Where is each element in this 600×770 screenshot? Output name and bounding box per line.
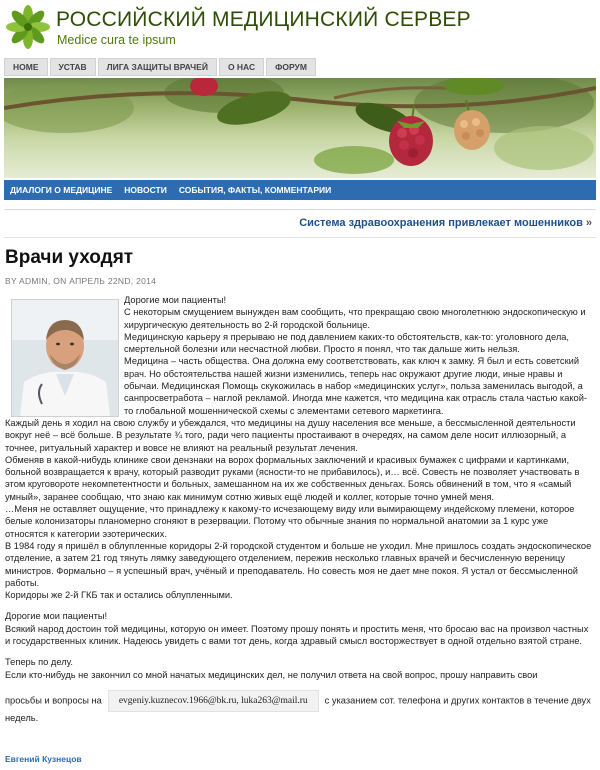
site-header	[0, 0, 600, 58]
paragraph: Дорогие мои пациенты!	[124, 295, 227, 305]
header-banner-image	[4, 78, 596, 178]
nav-tab-doctors-league[interactable]: ЛИГА ЗАЩИТЫ ВРАЧЕЙ	[98, 58, 217, 76]
cat-dialogues[interactable]: ДИАЛОГИ О МЕДИЦИНЕ	[10, 185, 113, 195]
post-content	[5, 294, 593, 725]
paragraph: Медицина – часть общества. Она должна ему соответствовать, как ключ к замку. Я был и есть советский врач. Но обстоятельства нашей жизни изменились, теперь нас окружают другие люди, иные нравы и обычаи. Медицинская Помощь скукожилась в набор «медицинских услуг», польза заменилась выгодой, а санпросветработа – наглой рекламой. Иногда мне кажется, что медицина как отрасль стала частью какой-то глобальной мошеннической схемы с элементами сетевого маркетинга.	[124, 356, 587, 416]
author-signature[interactable]: Евгений Кузнецов	[5, 754, 82, 764]
post-meta: BY ADMIN, ON АПРЕЛЬ 22ND, 2014	[5, 276, 157, 286]
email-addresses[interactable]: evgeniy.kuznecov.1966@bk.ru, luka263@mail.ru	[108, 690, 319, 712]
paragraph: Обменяв в какой-нибудь клинике свои дензнаки на ворох формальных заключений и красивых бумажек с цифрами и картинками, больной возвращается к врачу, который разводит руками (ясности-то не прибавилось), и… всё. Совесть не позволяет участвовать в этом круговороте некомпетентности и больных, замешанном на их же собственных деньгах. Боясь обвинений в том, что я «самый умный», заранее сообщаю, что знаю как минимум сотню живых ещё людей и коллег, которые точно умней меня.	[5, 454, 580, 502]
site-tagline: Medice cura te ipsum	[57, 33, 176, 47]
paragraph: Дорогие мои пациенты!	[5, 611, 108, 622]
site-logo[interactable]	[6, 5, 50, 49]
paragraph: Медицинскую карьеру я прерываю не под давлением каких-то обстоятельств, как-то: уголовного дела, смертельной болезни или несчастной любви. Просто я понял, что так дальше жить нельзя.	[124, 331, 570, 355]
cat-events[interactable]: СОБЫТИЯ, ФАКТЫ, КОММЕНТАРИИ	[178, 185, 332, 195]
contact-text-post: с указанием сот. телефона и других контактов в течение двух недель.	[5, 695, 591, 724]
paragraph: Теперь по делу.	[5, 657, 73, 668]
featured-post-link[interactable]	[299, 217, 592, 229]
contact-text-pre: просьбы и вопросы на	[5, 695, 102, 706]
paragraph: Коридоры же 2-й ГКБ так и остались облупленными.	[5, 590, 233, 601]
paragraph: Всякий народ достоин той медицины, которую он имеет. Поэтому прошу понять и простить меня, что бросаю вас на произвол частных и государственных клиник. Надеюсь увидеть с вами тот день, когда здравый смысл восторжествует в одной отдельно взятой стране.	[5, 623, 589, 647]
post-title[interactable]: Врачи уходят	[5, 247, 134, 268]
contact-paragraph	[5, 690, 593, 725]
paragraph: …Меня не оставляет ощущение, что принадлежу к какому-то исчезающему виду или вымирающему индейскому племени, которое белые колонизаторы планомерно сгоняют в резервации. Потому что обычные знания по нормальной анатомии за 1 курс уже относятся к категории эзотерических.	[5, 504, 575, 539]
paragraph: Если кто-нибудь не закончил со мной начатых медицинских дел, не получил ответа на свой вопрос, прошу направить свои	[5, 669, 538, 680]
top-navigation	[4, 58, 316, 75]
divider	[4, 209, 596, 210]
category-navigation	[4, 180, 596, 200]
paragraph: Каждый день я ходил на свою службу и убеждался, что медицины на душу населения все меньше, а бессмысленной деятельности вокруг неё – всё больше. В результате ¾ того, ради чего пациенты простаивают в очередях, на самом деле носит иллюзорный, а точнее, ритуальный характер и вовсе не влияют на реальный результат лечения.	[5, 417, 576, 453]
featured-post-title[interactable]: Система здравоохранения привлекает мошенников	[299, 217, 583, 229]
paragraph: В 1984 году я пришёл в облупленные коридоры 2-й городской студентом и больше не уходил. Мне пришлось создать эндоскопическое отделение, а затем 21 год тянуть лямку заведующего отделением, пережив несколько главных врачей и бесчисленную вереницу министров. Формально – я успешный врач, учёный и преподаватель. Но совесть моя не дает мне покоя. Я устал от бессмысленной работы.	[5, 540, 592, 588]
nav-tab-about[interactable]: О НАС	[219, 58, 264, 76]
nav-tab-home[interactable]: HOME	[4, 58, 48, 76]
paragraph: С некоторым смущением вынужден вам сообщить, что прекращаю свою многолетнюю эндоскопическую и хирургическую деятельность во 2-й городской больнице.	[124, 307, 586, 330]
cat-news[interactable]: НОВОСТИ	[124, 185, 167, 195]
divider	[4, 237, 596, 238]
nav-tab-forum[interactable]: ФОРУМ	[266, 58, 316, 76]
site-title[interactable]: РОССИЙСКИЙ МЕДИЦИНСКИЙ СЕРВЕР	[56, 8, 471, 31]
nav-tab-charter[interactable]: УСТАВ	[50, 58, 96, 76]
next-arrow-icon[interactable]: »	[585, 217, 592, 229]
raspberry-branch-illustration	[4, 78, 596, 178]
